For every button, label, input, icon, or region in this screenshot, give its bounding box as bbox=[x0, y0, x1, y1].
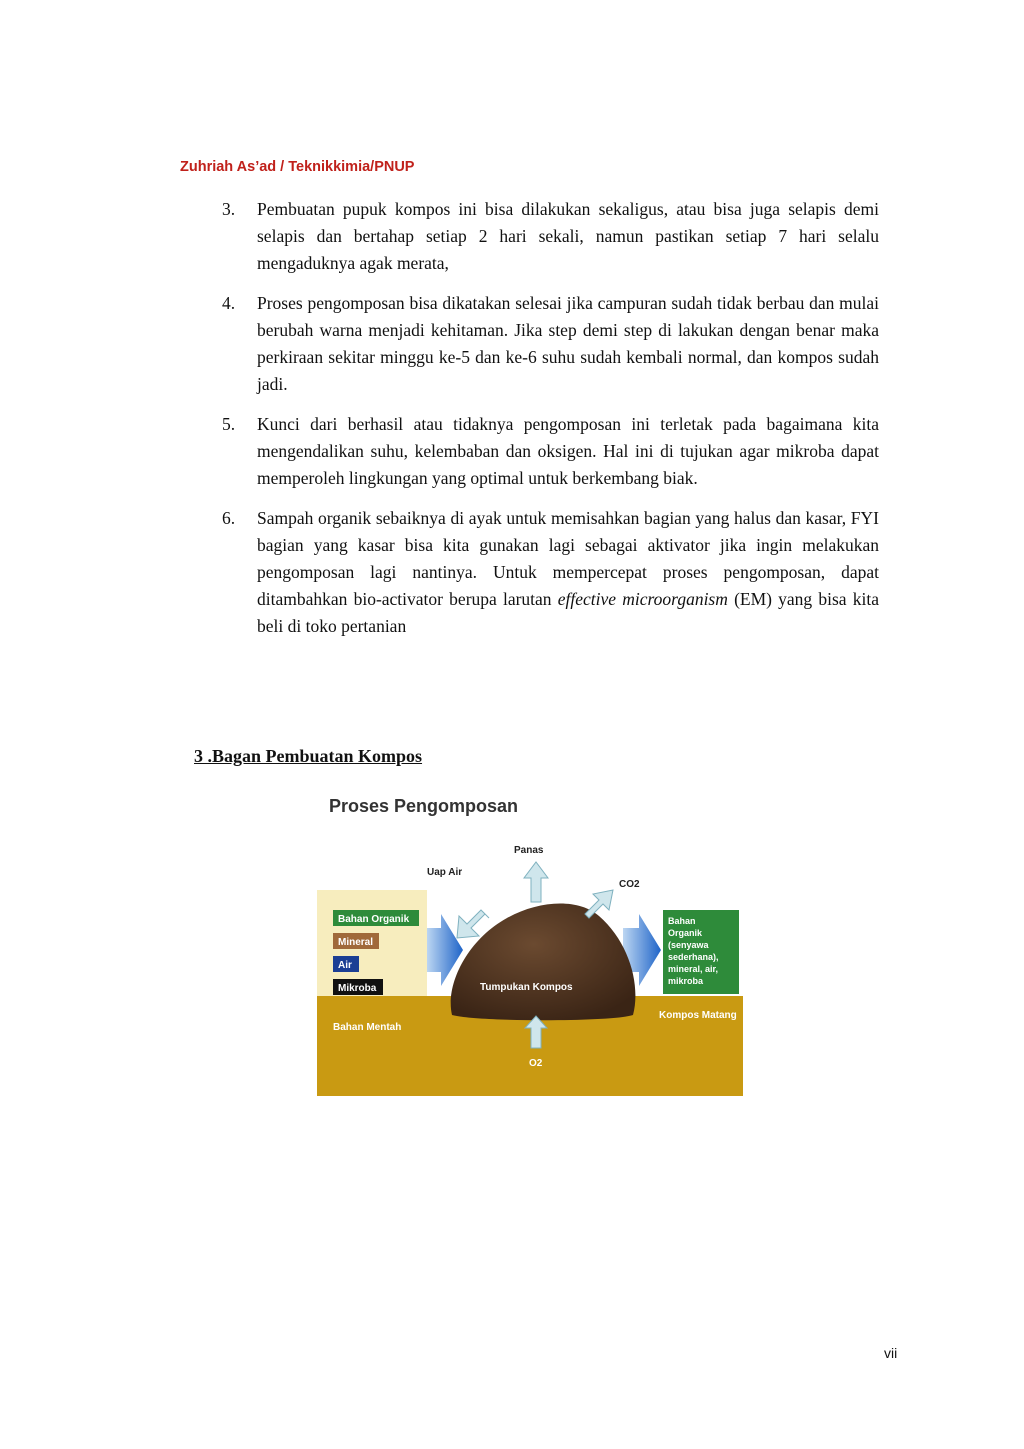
oxygen-label: O2 bbox=[529, 1058, 543, 1069]
co2-label: CO2 bbox=[619, 879, 640, 890]
page-number: vii bbox=[884, 1345, 898, 1361]
item-number: 3. bbox=[222, 199, 236, 219]
composting-diagram bbox=[317, 790, 743, 1096]
item-text-part: (EM) yang bisa kita beli di toko pertanian bbox=[257, 589, 879, 636]
item-text: Kunci dari berhasil atau tidaknya pengomposan ini terletak pada bagaimana kita mengendalikan suhu, kelembaban dan oksigen. Hal ini di tujukan agar mikroba dapat memperoleh lingkungan yang optimal untuk berkembang biak. bbox=[257, 414, 879, 488]
heat-arrow bbox=[524, 862, 548, 902]
item-number: 6. bbox=[222, 508, 236, 528]
item-text-italic: effective microorganism bbox=[557, 589, 728, 609]
item-number: 5. bbox=[222, 414, 236, 434]
vapor-label: Uap Air bbox=[427, 867, 463, 878]
mature-compost-label: Kompos Matang bbox=[659, 1010, 737, 1021]
diagram-title: Proses Pengomposan bbox=[329, 796, 519, 816]
item-text: Proses pengomposan bisa dikatakan selesai jika campuran sudah tidak berbau dan mulai berubah warna menjadi kehitaman. Jika step demi step di lakukan dengan benar maka perkiraan sekitar minggu ke-5 dan ke-6 suhu sudah kembali normal, dan kompos sudah jadi. bbox=[257, 293, 879, 394]
list-item bbox=[222, 290, 879, 398]
heat-label: Panas bbox=[514, 845, 544, 856]
input-label: Bahan Organik bbox=[338, 914, 410, 925]
list-item bbox=[222, 411, 879, 492]
pile-label: Tumpukan Kompos bbox=[480, 982, 573, 993]
output-line: mineral, air, bbox=[668, 964, 719, 974]
item-number: 4. bbox=[222, 293, 236, 313]
output-line: Organik bbox=[668, 928, 703, 938]
list-item bbox=[222, 196, 879, 277]
list-item bbox=[222, 505, 879, 640]
vapor-arrow bbox=[457, 910, 489, 938]
output-line: sederhana), bbox=[668, 952, 719, 962]
co2-arrow bbox=[585, 890, 613, 918]
input-label: Air bbox=[338, 960, 352, 971]
output-line: (senyawa bbox=[668, 940, 709, 950]
document-header: Zuhriah As’ad / Teknikkimia/PNUP bbox=[180, 159, 415, 175]
item-text: Pembuatan pupuk kompos ini bisa dilakukan sekaligus, atau bisa juga selapis demi selapis dan bertahap setiap 2 hari sekali, namun pastikan setiap 7 hari selalu mengaduknya agak merata, bbox=[257, 199, 879, 273]
step-list bbox=[222, 196, 879, 653]
raw-material-label: Bahan Mentah bbox=[333, 1022, 402, 1033]
output-line: Bahan bbox=[668, 916, 696, 926]
input-label: Mikroba bbox=[338, 983, 377, 994]
section-title: 3 .Bagan Pembuatan Kompos bbox=[194, 746, 423, 766]
item-text bbox=[257, 505, 879, 640]
output-line: mikroba bbox=[668, 976, 704, 986]
item-text-part: Sampah organik sebaiknya di ayak untuk memisahkan bagian yang halus dan kasar, FYI bagian yang kasar bisa kita gunakan lagi sebagai aktivator jika ingin melakukan pengomposan lagi nantinya. Untuk mempercepat proses pengomposan, dapat ditambahkan bio-activator berupa larutan bbox=[257, 508, 879, 609]
input-label: Mineral bbox=[338, 937, 374, 948]
